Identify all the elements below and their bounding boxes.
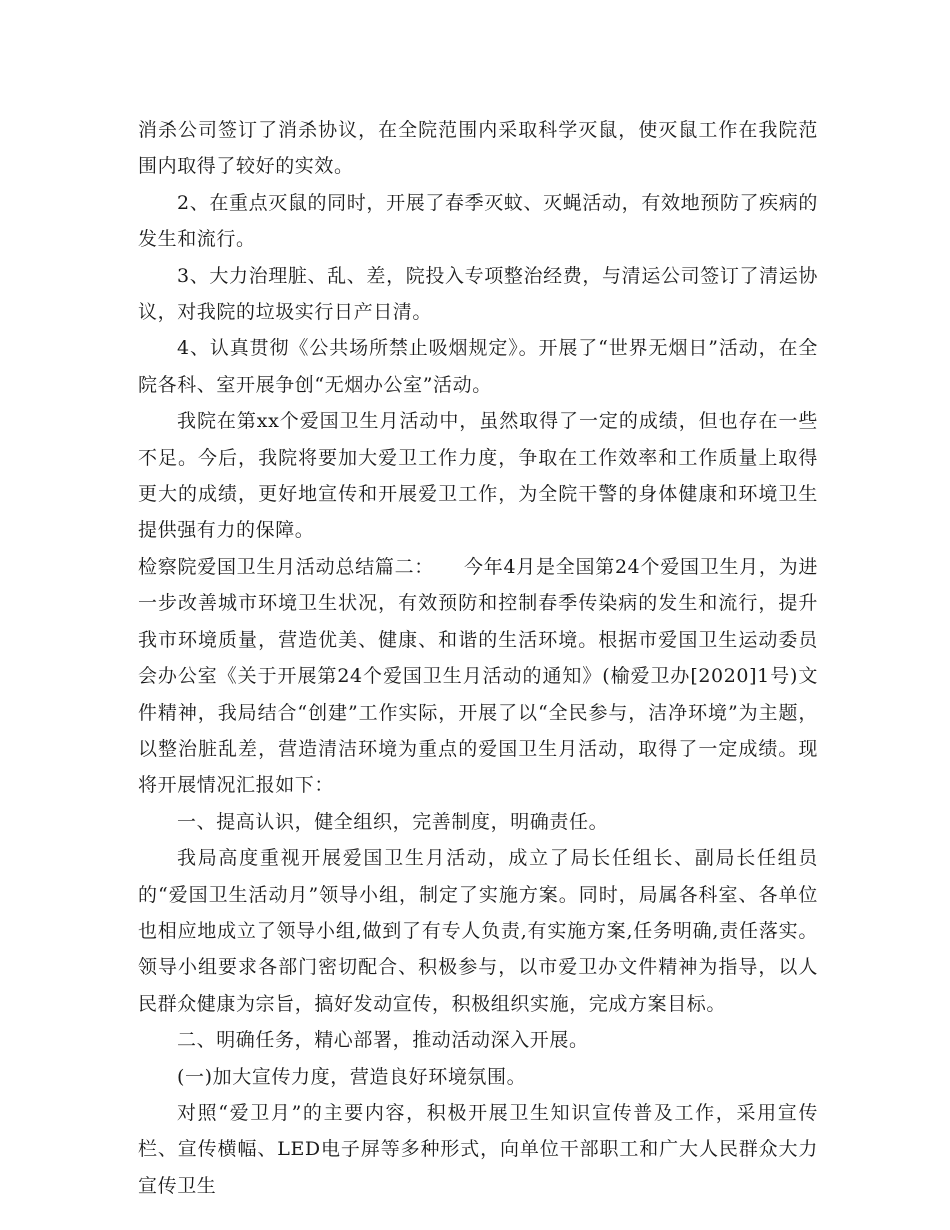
paragraph-4: 4、认真贯彻《公共场所禁止吸烟规定》。开展了“世界无烟日”活动，在全院各科、室开展争创“无烟办公室”活动。	[138, 337, 818, 396]
paragraph-11: 对照“爱卫月”的主要内容，积极开展卫生知识宣传普及工作，采用宣传栏、宣传横幅、LED电子屏等多种形式，向单位干部职工和广大人民群众大力宣传卫生	[138, 1101, 818, 1197]
paragraph-5: 我院在第xx个爱国卫生月活动中，虽然取得了一定的成绩，但也存在一些不足。今后，我院将要加大爱卫工作力度，争取在工作效率和工作质量上取得更大的成绩，更好地宣传和开展爱卫工作，为全院干警的身体健康和环境卫生提供强有力的保障。	[138, 410, 818, 542]
paragraph-3: 3、大力治理脏、乱、差，院投入专项整治经费，与清运公司签订了清运协议，对我院的垃圾实行日产日清。	[138, 264, 818, 324]
paragraph-1: 消杀公司签订了消杀协议，在全院范围内采取科学灭鼠，使灭鼠工作在我院范围内取得了较好的实效。	[138, 119, 818, 178]
paragraph-2: 2、在重点灭鼠的同时，开展了春季灭蚊、灭蝇活动，有效地预防了疾病的发生和流行。	[138, 191, 818, 251]
subsection-heading-1: (一)加大宣传力度，营造良好环境氛围。	[177, 1065, 527, 1088]
paragraph-6: 检察院爱国卫生月活动总结篇二： 今年4月是全国第24个爱国卫生月，为进一步改善城市环境卫生状况，有效预防和控制春季传染病的发生和流行，提升我市环境质量，营造优美、健康、和谐的生活环境。根据市爱国卫生运动委员会办公室《关于开展第24个爱国卫生月活动的通知》(榆爱卫办[2020]1号)文件精神，我局结合“创建”工作实际，开展了以“全民参与，洁净环境”为主题，以整治脏乱差，营造清洁环境为重点的爱国卫生月活动，取得了一定成绩。现将开展情况汇报如下：	[138, 555, 818, 797]
section-heading-2: 二、明确任务，精心部署，推动活动深入开展。	[177, 1029, 589, 1052]
document-page	[138, 112, 818, 1204]
paragraph-8: 我局高度重视开展爱国卫生月活动，成立了局长任组长、副局长任组员的“爱国卫生活动月”领导小组，制定了实施方案。同时，局属各科室、各单位也相应地成立了领导小组,做到了有专人负责,有实施方案,任务明确,责任落实。领导小组要求各部门密切配合、积极参与，以市爱卫办文件精神为指导，以人民群众健康为宗旨，搞好发动宣传，积极组织实施，完成方案目标。	[138, 847, 818, 1015]
section-heading-1: 一、提高认识，健全组织，完善制度，明确责任。	[177, 810, 609, 833]
